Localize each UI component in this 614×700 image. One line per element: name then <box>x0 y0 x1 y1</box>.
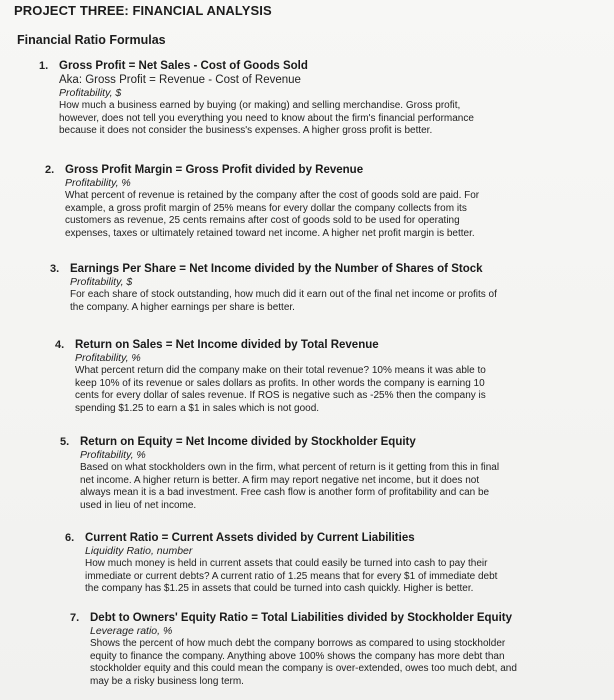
item-number: 5. <box>60 436 70 448</box>
description-line: example, a gross profit margin of 25% means for every dollar the company collects from its <box>65 202 467 214</box>
item-number: 4. <box>55 339 65 351</box>
description-line: immediate or current debts? A current ratio of 1.25 means that for every $1 of immediate debt <box>85 570 498 582</box>
formula-item-earnings-per-share <box>50 262 570 314</box>
formula-item-gross-profit-margin <box>45 163 565 240</box>
formula-category: Profitability, $ <box>59 87 122 99</box>
item-number: 3. <box>50 263 60 275</box>
description-line: Shows the percent of how much debt the company borrows as compared to using stockholder <box>90 638 506 649</box>
formula-heading: Earnings Per Share = Net Income divided by the Number of Shares of Stock <box>70 263 483 275</box>
item-number: 7. <box>70 612 80 624</box>
formula-heading: Debt to Owners' Equity Ratio = Total Liabilities divided by Stockholder Equity <box>90 612 513 624</box>
description-line: keep 10% of its revenue or sales dollars as profits. In other words the company is earning 10 <box>75 377 485 389</box>
description-line: because it does not consider the business's expenses. A higher gross profit is better. <box>59 125 433 137</box>
formula-item-debt-to-owners-equity <box>70 611 590 688</box>
description-line: What percent return did the company make on their total revenue? 10% means it was able to <box>75 365 486 376</box>
formula-description <box>59 100 559 138</box>
formula-category: Liquidity Ratio, number <box>85 545 193 557</box>
formula-category: Profitability, % <box>65 177 131 189</box>
formula-description <box>90 638 590 688</box>
description-line: Based on what stockholders own in the firm, what percent of return is it getting from this in final <box>80 462 500 473</box>
formula-category: Leverage ratio, % <box>90 625 173 637</box>
formula-heading: Gross Profit = Net Sales - Cost of Goods Sold <box>59 60 308 72</box>
formula-description <box>80 462 580 512</box>
formula-heading: Return on Sales = Net Income divided by Total Revenue <box>75 339 379 351</box>
item-number: 2. <box>45 164 55 176</box>
description-line: the company. A higher earnings per share is better. <box>70 301 295 313</box>
description-line: What percent of revenue is retained by the company after the cost of goods sold are paid. For <box>65 190 480 201</box>
description-line: How much a business earned by buying (or making) and selling merchandise. Gross profit, <box>59 100 461 111</box>
item-number: 1. <box>39 60 49 72</box>
formula-heading: Current Ratio = Current Assets divided by Current Liabilities <box>85 532 415 544</box>
description-line: spending $1.25 to earn a $1 in sales which is not good. <box>75 402 320 414</box>
formula-item-gross-profit <box>39 59 559 138</box>
formula-category: Profitability, % <box>75 352 141 364</box>
formula-description <box>75 365 575 415</box>
description-line: the company has $1.25 in assets that could be turned into cash quickly. Higher is better. <box>85 583 474 595</box>
section-title: Financial Ratio Formulas <box>17 33 166 47</box>
description-line: cents for every dollar of sales revenue. If ROS is negative such as -25% then the company is <box>75 390 486 402</box>
formula-item-current-ratio <box>65 531 585 596</box>
description-line: net income. A higher return is better. A firm may report negative net income, but it does not <box>80 474 480 486</box>
formula-item-return-on-sales <box>55 338 575 415</box>
description-line: always mean it is a bad investment. Free cash flow is another form of profitability and can be <box>80 487 490 499</box>
project-title: PROJECT THREE: FINANCIAL ANALYSIS <box>14 3 272 18</box>
formula-heading: Gross Profit Margin = Gross Profit divided by Revenue <box>65 164 364 176</box>
description-line: For each share of stock outstanding, how much did it earn out of the final net income or profits of <box>70 289 497 300</box>
description-line: used in lieu of net income. <box>80 499 197 511</box>
description-line: may be a risky business long term. <box>90 675 244 687</box>
description-line: however, does not tell you everything you need to know about the firm's financial performance <box>59 112 474 124</box>
description-line: How much money is held in current assets that could easily be turned into cash to pay their <box>85 558 488 569</box>
formula-category: Profitability, $ <box>70 276 133 288</box>
description-line: stockholder equity and this could mean the company is over-extended, owes too much debt, and <box>90 663 517 675</box>
formula-item-return-on-equity <box>60 435 580 512</box>
formula-description <box>65 190 565 240</box>
formula-heading: Return on Equity = Net Income divided by Stockholder Equity <box>80 436 416 448</box>
description-line: customers as revenue, 25 cents remains after cost of goods sold to be used for operating <box>65 215 460 227</box>
item-number: 6. <box>65 532 75 544</box>
formula-aka: Aka: Gross Profit = Revenue - Cost of Revenue <box>59 74 301 86</box>
formula-category: Profitability, % <box>80 449 146 461</box>
formula-description <box>85 558 585 596</box>
formula-description <box>70 289 570 314</box>
description-line: expenses, taxes or ultimately retained toward net income. A higher net profit margin is better. <box>65 227 475 239</box>
description-line: equity to finance the company. Anything above 100% shows the company has more debt than <box>90 650 505 662</box>
